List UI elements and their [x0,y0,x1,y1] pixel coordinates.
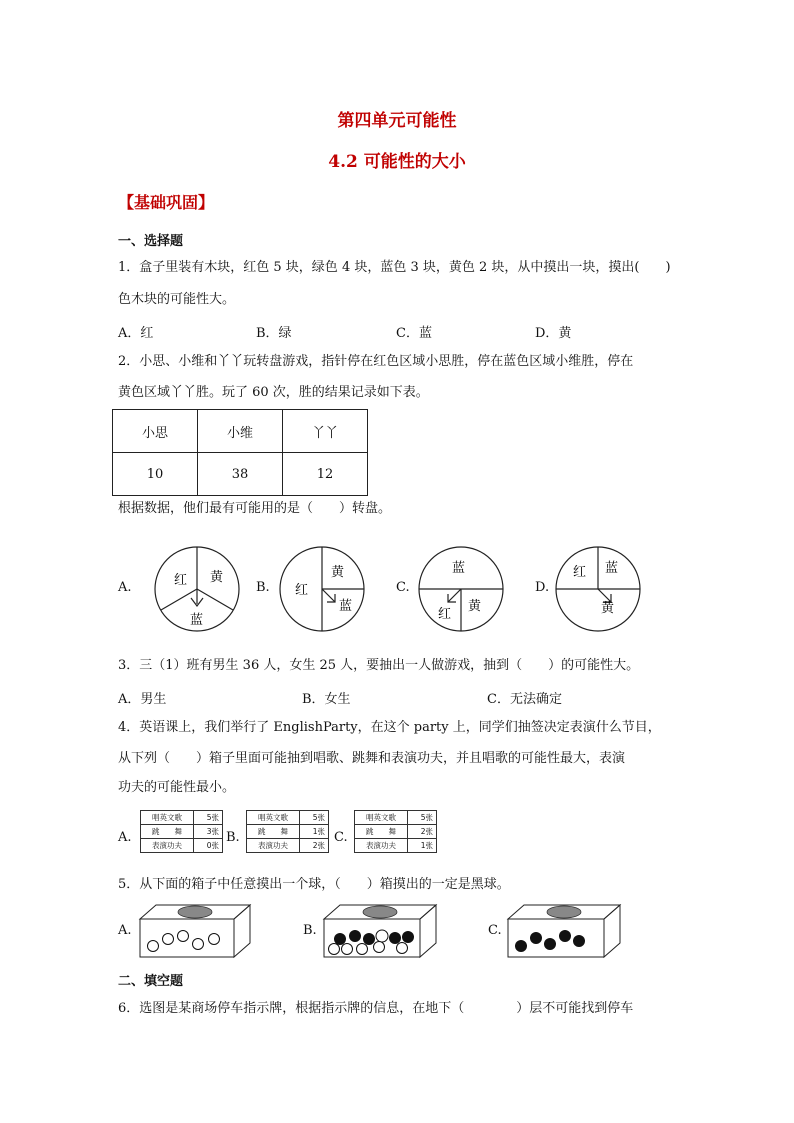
black-ball [544,938,556,950]
box-opening [547,906,581,918]
part1-heading: 一、选择题 [118,234,184,249]
spinner-a[interactable] [152,544,242,634]
table-cell: 唱英文歌 [141,811,194,825]
q6-text: 6．选图是某商场停车指示牌，根据指示牌的信息，在地下（ ）层不可能找到停车 [118,1001,634,1016]
table-cell: 跳 舞 [141,825,194,839]
black-ball [389,932,401,944]
spinner-d[interactable] [553,544,643,634]
table-row [247,825,329,839]
spinner-d-red-label: 红 [573,565,587,580]
section-label: 【基础巩固】 [118,193,215,212]
black-ball [402,931,414,943]
table-cell: 3张 [194,825,223,839]
black-ball [349,930,361,942]
spinner-c[interactable] [416,544,506,634]
white-ball [374,942,385,953]
q3-option-c[interactable]: C．无法确定 [487,692,562,707]
q2-option-a-label[interactable]: A. [118,580,132,595]
table-cell: 表演功夫 [141,839,194,853]
black-ball [515,940,527,952]
table-cell: 2张 [408,825,437,839]
table-row [113,410,368,453]
q4-option-b-label[interactable]: B. [226,830,240,845]
table-cell: 0张 [194,839,223,853]
q1-line2: 色木块的可能性大。 [118,292,236,307]
table-row [141,825,223,839]
spinner-b-red-label: 红 [295,583,309,598]
table-cell: 唱英文歌 [355,811,408,825]
table-cell: 5张 [408,811,437,825]
q2-result-table [112,409,368,496]
spinner-a-yellow-label: 黄 [210,570,224,585]
box-opening [363,906,397,918]
spinner-c-red-label: 红 [438,607,452,622]
box-b[interactable] [322,903,438,959]
q3-option-a[interactable]: A．男生 [118,692,167,707]
spinner-d-yellow-label: 黄 [601,601,615,616]
q5-option-a-label[interactable]: A. [118,923,132,938]
q2-line2: 黄色区域丫丫胜。玩了 60 次，胜的结果记录如下表。 [118,385,429,400]
box-opening [178,906,212,918]
white-ball [178,931,189,942]
white-ball [163,934,174,945]
q1-option-c[interactable]: C．蓝 [396,326,432,341]
white-ball [148,941,159,952]
part2-heading: 二、填空题 [118,974,184,989]
q4-line3: 功夫的可能性最小。 [118,780,236,795]
table-row [247,839,329,853]
table-header-cell: 小维 [198,410,283,453]
table-cell: 2张 [300,839,329,853]
table-row [355,811,437,825]
q3-text: 3．三（1）班有男生 36 人，女生 25 人，要抽出一人做游戏，抽到（ ）的可能性大。 [118,658,640,673]
white-ball [357,944,368,955]
box-a[interactable] [138,903,252,959]
table-cell: 1张 [408,839,437,853]
spinner-b[interactable] [277,544,367,634]
spinner-b-blue-label: 蓝 [339,599,353,614]
unit-title: 第四单元可能性 [337,111,457,131]
table-row [141,811,223,825]
q4-option-a-label[interactable]: A. [118,830,132,845]
q5-text: 5．从下面的箱子中任意摸出一个球，（ ）箱摸出的一定是黑球。 [118,877,510,892]
table-cell: 1张 [300,825,329,839]
q4-table-c[interactable] [354,810,437,853]
table-cell: 表演功夫 [355,839,408,853]
spinner-c-blue-label: 蓝 [452,561,466,576]
q5-option-b-label[interactable]: B. [303,923,317,938]
white-ball [342,944,353,955]
q4-table-b[interactable] [246,810,329,853]
q1-option-b[interactable]: B．绿 [256,326,292,341]
q4-table-a[interactable] [140,810,223,853]
black-ball [573,935,585,947]
q4-line2: 从下列（ ）箱子里面可能抽到唱歌、跳舞和表演功夫，并且唱歌的可能性最大，表演 [118,751,626,766]
table-row [113,453,368,496]
table-row [355,839,437,853]
table-header-cell: 小思 [113,410,198,453]
spinner-a-blue-label: 蓝 [190,613,204,628]
black-ball [334,933,346,945]
q1-option-d[interactable]: D．黄 [535,326,572,341]
table-cell: 38 [198,453,283,496]
lesson-title: 4.2 可能性的大小 [328,152,466,172]
q2-option-c-label[interactable]: C. [396,580,410,595]
table-cell: 唱英文歌 [247,811,300,825]
q1-option-a[interactable]: A．红 [118,326,154,341]
table-row [141,839,223,853]
table-cell: 跳 舞 [355,825,408,839]
spinner-b-yellow-label: 黄 [331,565,345,580]
table-cell: 表演功夫 [247,839,300,853]
table-cell: 10 [113,453,198,496]
black-ball [559,930,571,942]
box-c[interactable] [506,903,622,959]
q4-line1: 4．英语课上，我们举行了 EnglishParty，在这个 party 上，同学们抽签决定表演什么节目， [118,720,661,735]
q5-option-c-label[interactable]: C. [488,923,502,938]
white-ball [329,944,340,955]
table-cell: 12 [283,453,368,496]
q3-option-b[interactable]: B．女生 [302,692,351,707]
q2-after: 根据数据，他们最有可能用的是（ ）转盘。 [118,501,392,516]
q2-option-b-label[interactable]: B. [256,580,270,595]
q4-option-c-label[interactable]: C. [334,830,348,845]
white-ball [397,943,408,954]
white-ball [193,939,204,950]
q2-option-d-label[interactable]: D. [535,580,550,595]
white-ball [376,930,388,942]
spinner-a-red-label: 红 [174,573,188,588]
q1-line1: 1．盒子里装有木块，红色 5 块，绿色 4 块，蓝色 3 块，黄色 2 块，从中摸出一块，摸出( ) [118,260,671,275]
q2-line1: 2．小思、小维和丫丫玩转盘游戏，指针停在红色区域小思胜，停在蓝色区域小维胜，停在 [118,354,634,369]
spinner-c-yellow-label: 黄 [468,599,482,614]
table-cell: 5张 [300,811,329,825]
table-cell: 跳 舞 [247,825,300,839]
table-header-cell: 丫丫 [283,410,368,453]
black-ball [363,933,375,945]
spinner-d-blue-label: 蓝 [605,561,619,576]
white-ball [209,934,220,945]
table-row [355,825,437,839]
black-ball [530,932,542,944]
table-row [247,811,329,825]
table-cell: 5张 [194,811,223,825]
